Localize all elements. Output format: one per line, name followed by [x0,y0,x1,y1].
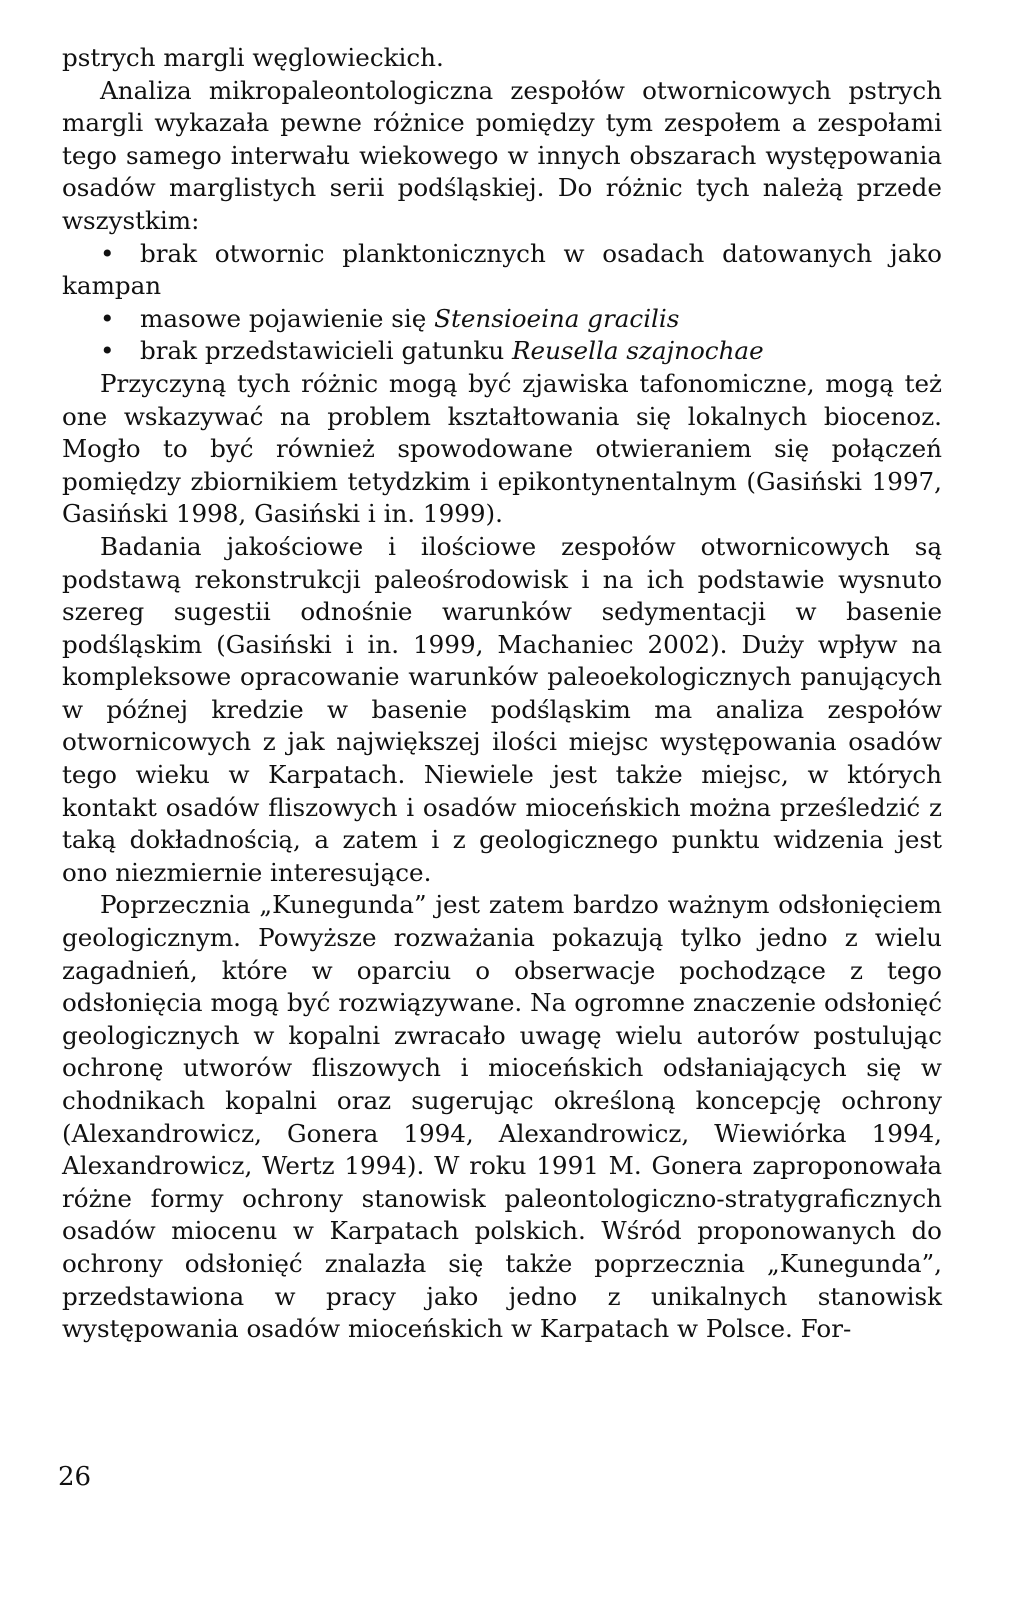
bullet-item-2 [62,303,942,336]
species-name: Stensioeina gracilis [434,303,680,333]
document-page [62,42,942,1346]
species-name: Reusella szajnochae [512,336,764,366]
bullet-text: masowe pojawienie się [140,303,435,333]
lead-line: pstrych margli węglowieckich. [62,43,444,72]
paragraph-2: Przyczyną tych różnic mogą być zjawiska tafonomiczne, mogą też one wskazywać na problem kształtowania się lokalnych biocenoz. Mogło to być również spowodowane otwieraniem się połączeń pomiędzy zbiornikiem tetydzkim i epikontynentalnym (Gasiński 1997, Gasiński 1998, Gasiński i in. 1999). [62,368,942,529]
bullet-icon: • [100,303,115,333]
bullet-text: brak przedstawicieli gatunku [140,336,512,366]
bullet-icon: • [100,238,115,268]
bullet-icon: • [100,336,115,366]
paragraph-4: Poprzecznia „Kunegunda” jest zatem bardzo ważnym odsłonięciem geologicznym. Powyższe rozważania pokazują tylko jedno z wielu zagadnień, które w oparciu o obserwacje pochodzące z tego odsłonięcia mogą być rozwiązywane. Na ogromne znaczenie odsłonięć geologicznych w kopalni zwracało uwagę wielu autorów postulując ochronę utworów fliszowych i mioceńskich odsłaniających się w chodnikach kopalni oraz sugerując określoną koncepcję ochrony (Alexandrowicz, Gonera 1994, Alexandrowicz, Wiewiórka 1994, Alexandrowicz, Wertz 1994). W roku 1991 M. Gonera zaproponowała różne formy ochrony stanowisk paleontologiczno-stratygraficznych osadów miocenu w Karpatach polskich. Wśród proponowanych do ochrony odsłonięć znalazła się także poprzecznia „Kunegunda”, przedstawiona w pracy jako jedno z unikalnych stanowisk występowania osadów mioceńskich w Karpatach w Polsce. For- [62,890,942,1344]
bullet-item-3 [62,335,942,368]
bullet-item-1 [62,238,942,303]
bullet-text: brak otwornic planktonicznych w osadach datowanych jako kampan [62,238,942,301]
paragraph-3: Badania jakościowe i ilościowe zespołów otwornicowych są podstawą rekonstrukcji paleośrodowisk i na ich podstawie wysnuto szereg sugestii odnośnie warunków sedymentacji w basenie podśląskim (Gasiński i in. 1999, Machaniec 2002). Duży wpływ na kompleksowe opracowanie warunków paleoekologicznych panujących w późnej kredzie w basenie podśląskim ma analiza zespołów otwornicowych z jak największej ilości miejsc występowania osadów tego wieku w Karpatach. Niewiele jest także miejsc, w których kontakt osadów fliszowych i osadów mioceńskich można prześledzić z taką dokładnością, a zatem i z geologicznego punktu widzenia jest ono niezmiernie interesujące. [62,531,942,887]
page-number: 26 [58,1462,92,1492]
paragraph-1: Analiza mikropaleontologiczna zespołów otwornicowych pstrych margli wykazała pewne różnice pomiędzy tym zespołem a zespołami tego samego interwału wiekowego w innych obszarach występowania osadów marglistych serii podśląskiej. Do różnic tych należą przede wszystkim: [62,75,942,235]
